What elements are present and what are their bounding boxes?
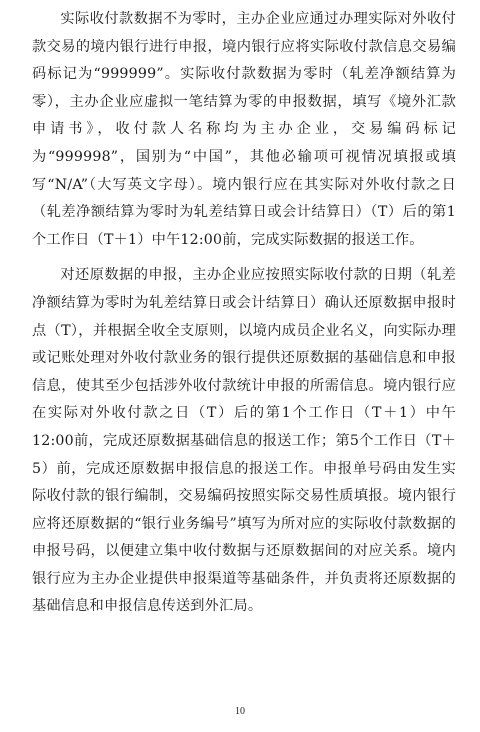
- page-number: 10: [235, 706, 245, 717]
- document-page: [32, 6, 456, 621]
- paragraph-actual-payment-data: 实际收付款数据不为零时，主办企业应通过办理实际对外收付款交易的境内银行进行申报，境内银行应将实际收付款信息交易编码标记为“999999”。实际收付款数据为零时（轧差净额结算为零），主办企业应虚拟一笔结算为零的申报数据，填写《境外汇款申请书》，收付款人名称均为主办企业，交易编码标记为“999998”，国别为“中国”，其他必输项可视情况填报或填写“N/A”（大写英文字母）。境内银行应在其实际对外收付款之日（轧差净额结算为零时为轧差结算日或会计结算日）（T）后的第1个工作日（T＋1）中午12:00前，完成实际数据的报送工作。: [32, 11, 456, 248]
- paragraph-restored-data: 对还原数据的申报，主办企业应按照实际收付款的日期（轧差净额结算为零时为轧差结算日或会计结算日）确认还原数据申报时点（T），并根据全收全支原则，以境内成员企业名义，向实际办理或记账处理对外收付款业务的银行提供还原数据的基础信息和申报信息，使其至少包括涉外收付款统计申报的所需信息。境内银行应在实际对外收付款之日（T）后的第1个工作日（T＋1）中午12:00前，完成还原数据基础信息的报送工作；第5个工作日（T＋5）前，完成还原数据申报信息的报送工作。申报单号码由发生实际收付款的银行编制，交易编码按照实际交易性质填报。境内银行应将还原数据的“银行业务编号”填写为所对应的实际收付款数据的申报号码，以便建立集中收付数据与还原数据间的对应关系。境内银行应为主办企业提供申报渠道等基础条件，并负责将还原数据的基础信息和申报信息传送到外汇局。: [32, 267, 456, 615]
